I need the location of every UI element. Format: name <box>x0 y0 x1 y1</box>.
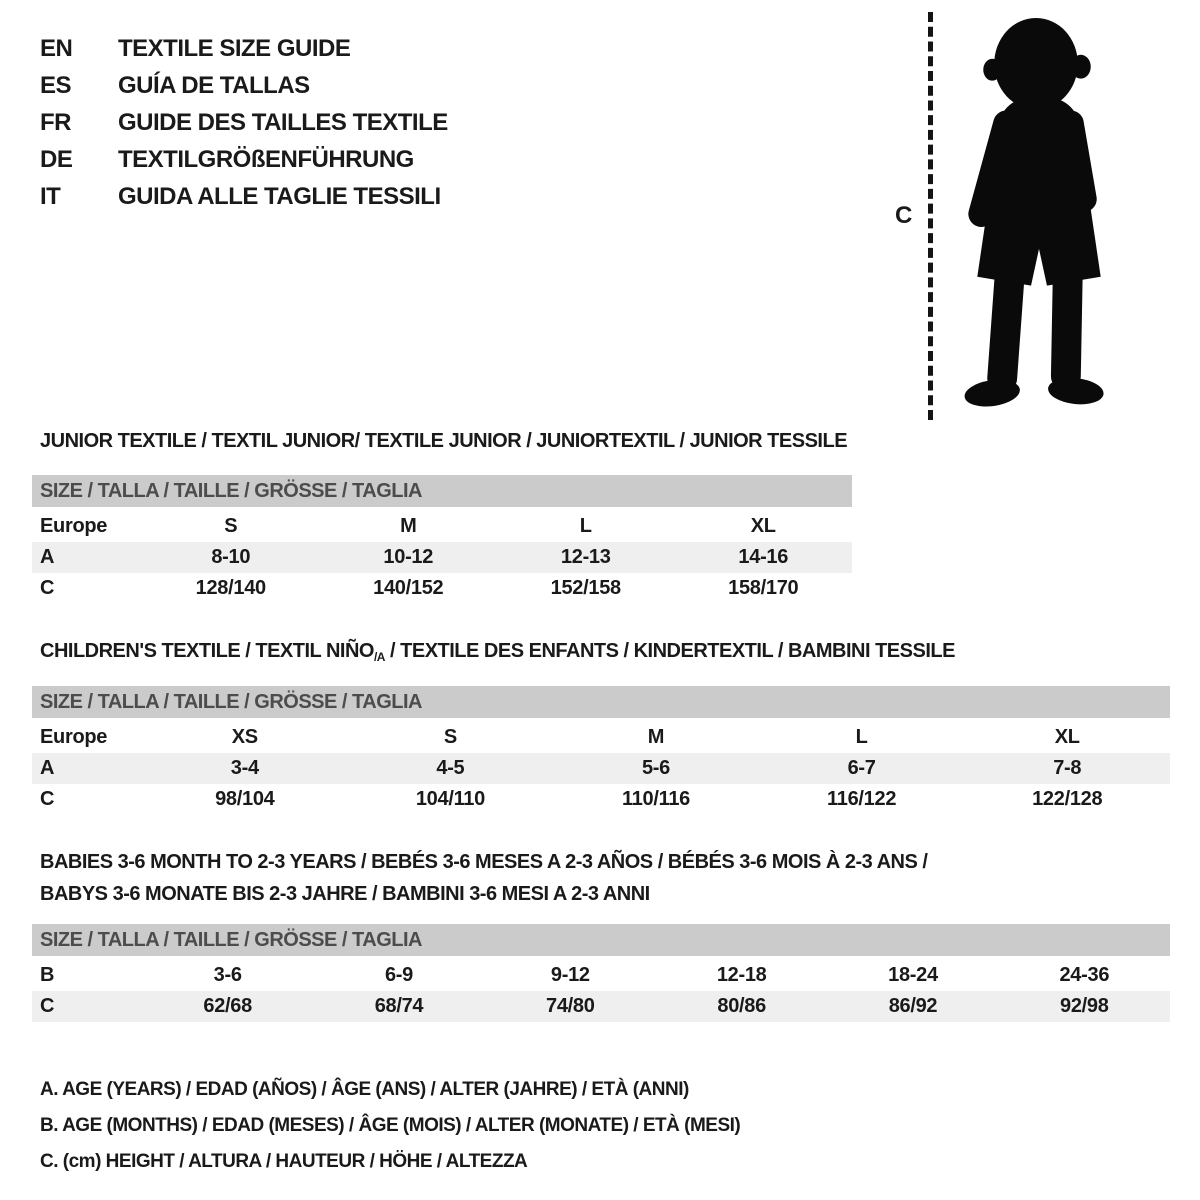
height-cell: 98/104 <box>215 788 275 810</box>
months-cell: 3-6 <box>213 964 242 986</box>
legend-line-a: A. AGE (YEARS) / EDAD (AÑOS) / ÂGE (ANS) / ALTER (JAHRE) / ETÀ (ANNI) <box>40 1079 689 1100</box>
babies-title-line1: BABIES 3-6 MONTH TO 2-3 YEARS / BEBÉS 3-6 MESES A 2-3 AÑOS / BÉBÉS 3-6 MOIS À 2-3 ANS / <box>40 851 928 873</box>
age-cell: 3-4 <box>230 757 259 779</box>
row-label: A <box>40 546 55 568</box>
babies-textile-section <box>32 846 1170 1022</box>
age-cell: 5-6 <box>641 757 670 779</box>
junior-row-europe <box>32 511 852 542</box>
height-cell: 140/152 <box>373 577 444 599</box>
months-cell: 6-9 <box>384 964 413 986</box>
row-label: Europe <box>40 726 108 748</box>
size-cell: XL <box>1054 726 1080 748</box>
children-size-header-bar: SIZE / TALLA / TAILLE / GRÖSSE / TAGLIA <box>32 686 1170 718</box>
months-cell: 9-12 <box>550 964 590 986</box>
language-row-es <box>40 67 448 104</box>
row-label: C <box>40 788 55 810</box>
legend-line-c: C. (cm) HEIGHT / ALTURA / HAUTEUR / HÖHE / ALTEZZA <box>40 1151 528 1172</box>
size-cell: S <box>224 515 238 537</box>
height-cell: 62/68 <box>203 995 252 1017</box>
row-label: B <box>40 964 55 986</box>
row-label: C <box>40 577 55 599</box>
height-measure-dashed-line <box>928 12 933 420</box>
height-cell: 110/116 <box>621 788 690 810</box>
junior-row-height <box>32 573 852 604</box>
age-cell: 4-5 <box>436 757 465 779</box>
height-cell: 74/80 <box>546 995 595 1017</box>
age-cell: 10-12 <box>383 546 434 568</box>
children-title-part1: CHILDREN'S TEXTILE / TEXTIL NIÑO <box>40 640 374 662</box>
height-cell: 152/158 <box>550 577 621 599</box>
language-code: EN <box>40 34 73 62</box>
children-row-age <box>32 753 1170 784</box>
age-cell: 6-7 <box>847 757 876 779</box>
language-row-it <box>40 178 448 215</box>
months-cell: 24-36 <box>1059 964 1110 986</box>
babies-section-title <box>32 846 1170 910</box>
babies-size-header-bar: SIZE / TALLA / TAILLE / GRÖSSE / TAGLIA <box>32 924 1170 956</box>
language-title: GUIDA ALLE TAGLIE TESSILI <box>118 182 441 210</box>
junior-textile-section <box>32 430 852 604</box>
language-code: FR <box>40 108 71 136</box>
height-cell: 68/74 <box>374 995 424 1017</box>
legend-line-b: B. AGE (MONTHS) / EDAD (MESES) / ÂGE (MOIS) / ALTER (MONATE) / ETÀ (MESI) <box>40 1115 741 1136</box>
age-cell: 14-16 <box>738 546 789 568</box>
language-title: TEXTILE SIZE GUIDE <box>118 34 351 62</box>
height-cell: 86/92 <box>888 995 938 1017</box>
children-title-part2: / TEXTILE DES ENFANTS / KINDERTEXTIL / BAMBINI TESSILE <box>384 640 955 662</box>
row-label: A <box>40 757 55 779</box>
size-cell: S <box>443 726 457 748</box>
height-cell: 92/98 <box>1060 995 1109 1017</box>
babies-row-months <box>32 960 1170 991</box>
height-cell: 116/122 <box>827 788 897 810</box>
language-title: GUIDE DES TAILLES TEXTILE <box>118 108 448 136</box>
children-row-europe <box>32 722 1170 753</box>
language-row-en <box>40 30 448 67</box>
language-title-list <box>40 30 448 215</box>
language-code: IT <box>40 182 61 210</box>
children-title-subscript: /A <box>373 650 385 664</box>
measurement-legend <box>40 1072 740 1180</box>
size-cell: XL <box>750 515 776 537</box>
junior-section-title: JUNIOR TEXTILE / TEXTIL JUNIOR/ TEXTILE JUNIOR / JUNIORTEXTIL / JUNIOR TESSILE <box>40 430 848 452</box>
language-code: DE <box>40 145 73 173</box>
toddler-silhouette-image <box>949 12 1129 420</box>
language-title: GUÍA DE TALLAS <box>118 71 310 99</box>
height-measure-label: C <box>895 202 913 229</box>
height-cell: 104/110 <box>415 788 485 810</box>
height-measure-figure <box>895 12 1129 420</box>
size-cell: L <box>855 726 868 748</box>
months-cell: 18-24 <box>888 964 938 986</box>
language-code: ES <box>40 71 72 99</box>
size-cell: L <box>579 515 592 537</box>
age-cell: 7-8 <box>1053 757 1082 779</box>
height-cell: 128/140 <box>195 577 266 599</box>
language-title: TEXTILGRÖßENFÜHRUNG <box>118 145 414 173</box>
junior-size-header-bar: SIZE / TALLA / TAILLE / GRÖSSE / TAGLIA <box>32 475 852 507</box>
junior-row-age <box>32 542 852 573</box>
height-cell: 158/170 <box>728 577 799 599</box>
children-section-title <box>40 640 1170 664</box>
height-cell: 80/86 <box>717 995 766 1017</box>
language-row-de <box>40 141 448 178</box>
months-cell: 12-18 <box>716 964 767 986</box>
size-cell: M <box>647 726 665 748</box>
babies-title-line2: BABYS 3-6 MONATE BIS 2-3 JAHRE / BAMBINI 3-6 MESI A 2-3 ANNI <box>40 883 650 905</box>
row-label: Europe <box>40 515 108 537</box>
age-cell: 12-13 <box>560 546 611 568</box>
language-row-fr <box>40 104 448 141</box>
children-row-height <box>32 784 1170 815</box>
row-label: C <box>40 995 55 1017</box>
babies-row-height <box>32 991 1170 1022</box>
height-cell: 122/128 <box>1032 788 1103 810</box>
size-cell: XS <box>231 726 258 748</box>
size-cell: M <box>400 515 417 537</box>
children-textile-section <box>32 640 1170 815</box>
age-cell: 8-10 <box>211 546 251 568</box>
